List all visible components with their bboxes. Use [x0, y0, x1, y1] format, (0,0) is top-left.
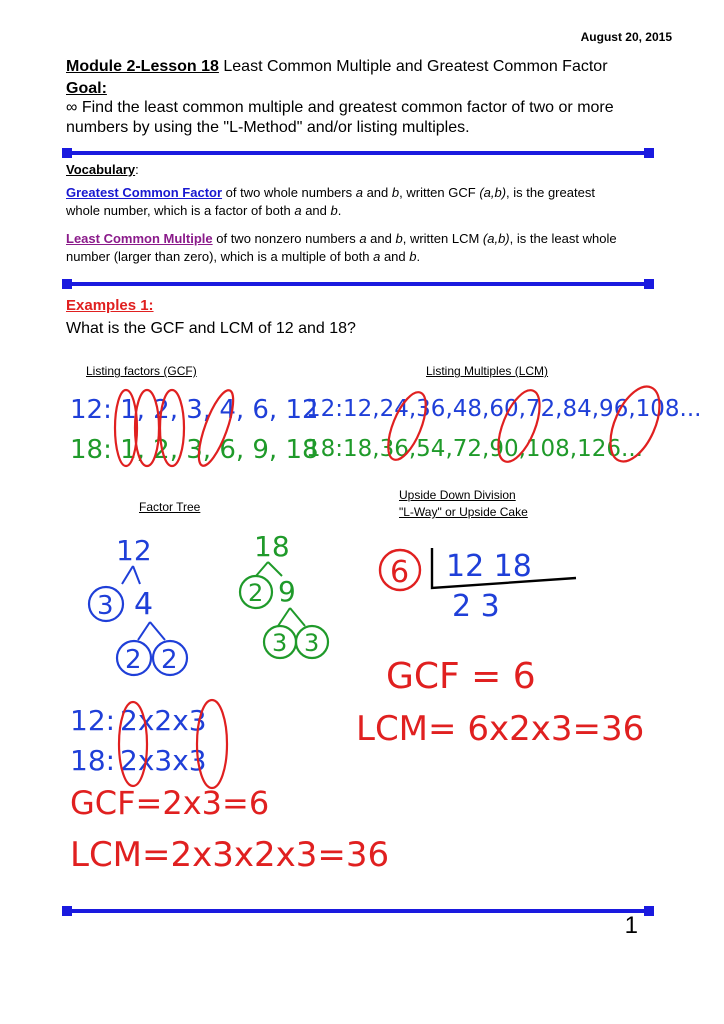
factor-tree-label: Factor Tree [139, 500, 201, 514]
svg-text:2: 2 [125, 645, 142, 675]
l-way-label: "L-Way" or Upside Cake [399, 505, 528, 519]
svg-text:12: 12 [116, 534, 152, 567]
factors-of-18: 18: 1, 2, 3, 6, 9, 18 [70, 435, 319, 465]
svg-text:9: 9 [278, 575, 296, 608]
infinity-bullet-icon: ∞ [66, 99, 78, 116]
goal-description: Find the least common multiple and greatest common factor of two or more numbers by using the "L-Method" and/or listing multiples. [66, 99, 614, 136]
svg-text:12:: 12: [70, 704, 116, 737]
multiples-of-18: 18:18,36,54,72,90,108,126... [306, 436, 643, 462]
prime-gcf-result: GCF=2x3=6 [70, 784, 270, 822]
svg-text:3: 3 [97, 591, 114, 621]
ldiv-gcf-result: GCF = 6 [386, 656, 536, 697]
ldiv-common-factor: 6 [390, 555, 410, 590]
svg-text:3: 3 [272, 629, 288, 657]
lesson-number: Module 2-Lesson 18 [66, 58, 219, 75]
factor-tree-12 [89, 534, 187, 675]
ldiv-lcm-result: LCM= 6x2x3=36 [356, 709, 645, 749]
vocabulary-heading: Vocabulary: [66, 162, 139, 177]
svg-text:2x2x3: 2x2x3 [120, 704, 207, 737]
page-number: 1 [624, 912, 638, 939]
factors-of-12: 12: 1, 2, 3, 4, 6, 12 [70, 395, 319, 425]
question-text: What is the GCF and LCM of 12 and 18? [66, 320, 356, 337]
gcf-term: Greatest Common Factor [66, 185, 223, 200]
listing-multiples-label: Listing Multiples (LCM) [426, 364, 549, 378]
factor-tree-18 [240, 530, 328, 658]
prime-factorization [70, 700, 389, 875]
date: August 20, 2015 [580, 30, 672, 44]
multiples-of-12: 12:12,24,36,48,60,72,84,96,108... [306, 396, 702, 422]
vocabulary-label: Vocabulary [66, 162, 136, 177]
lesson-subject: Least Common Multiple and Greatest Common Factor [218, 58, 608, 75]
ldiv-bottom-row: 2 3 [452, 589, 500, 624]
svg-text:2x3x3: 2x3x3 [120, 744, 207, 777]
ldiv-top-row: 12 18 [446, 549, 532, 584]
svg-text:4: 4 [134, 587, 154, 622]
upside-down-label: Upside Down Division [399, 488, 516, 502]
lcm-definition: Least Common Multiple of two nonzero numbers a and b, written LCM (a,b), is the least whole number (larger than zero), which is a multiple of both a and b. [66, 231, 617, 264]
gcf-definition: Greatest Common Factor of two whole numbers a and b, written GCF (a,b), is the greatest whole number, which is a factor of both a and b. [66, 185, 595, 218]
listing-factors-label: Listing factors (GCF) [86, 364, 197, 378]
svg-text:18:: 18: [70, 744, 116, 777]
svg-text:2: 2 [248, 579, 264, 607]
goal-label: Goal: [66, 80, 107, 97]
l-division [356, 548, 644, 749]
examples-heading: Examples 1: [66, 297, 154, 314]
prime-lcm-result: LCM=2x3x2x3=36 [70, 835, 390, 875]
divider-rule [66, 909, 650, 913]
svg-text:3: 3 [304, 629, 320, 657]
svg-text:2: 2 [161, 645, 178, 675]
lcm-term: Least Common Multiple [66, 231, 213, 246]
svg-text:18: 18 [254, 530, 290, 563]
